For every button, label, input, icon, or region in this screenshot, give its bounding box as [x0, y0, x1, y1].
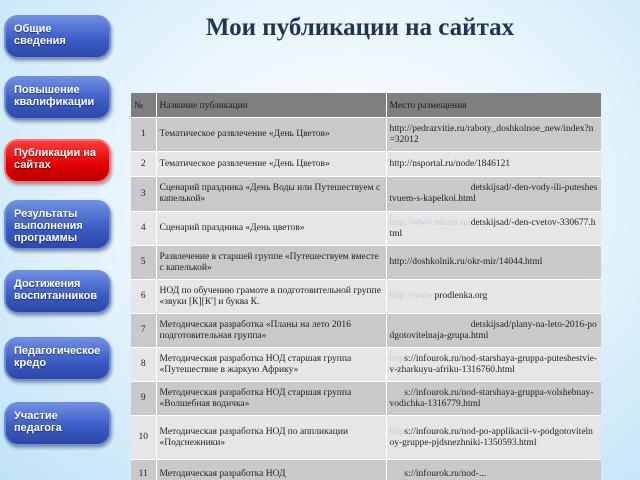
- url-link[interactable]: http://nsportal.ru/node/1846121: [389, 158, 511, 169]
- table-row: [131, 280, 601, 314]
- table-row: [131, 314, 601, 348]
- publication-name: Тематическое развлечение «День Цветов»: [156, 152, 386, 177]
- publication-name: Сценарий праздника «День цветов»: [156, 212, 386, 246]
- url-link[interactable]: s://infourok.ru/nod-starshaya-gruppa-puteshestvie-v-zharkuyu-afriku-1316760.html: [389, 353, 598, 375]
- publication-name: Тематическое развлечение «День Цветов»: [156, 118, 386, 152]
- url-link[interactable]: http://pedrazvitie.ru/raboty_doshkolnoe_new/index?n=32012: [389, 123, 594, 145]
- nav-label: Участие педагога: [14, 410, 62, 434]
- nav-label: Публикации на сайтах: [14, 147, 97, 171]
- publication-name: Методическая разработка НОД старшая группа «Волшебная водичка»: [156, 382, 386, 416]
- nav-achievements-button[interactable]: [4, 270, 111, 314]
- publication-location: [386, 280, 601, 314]
- publication-location: [386, 152, 601, 177]
- url-prefix-link[interactable]: http://www.: [389, 291, 435, 301]
- nav-credo-button[interactable]: [4, 337, 111, 381]
- url-prefix-link[interactable]: http://www.maam.ru/: [389, 183, 471, 193]
- publication-location: [386, 348, 601, 382]
- publication-location: [386, 314, 601, 348]
- publication-location: [386, 460, 601, 480]
- publication-location: [386, 416, 601, 460]
- publication-name: Сценарий праздника «День Воды или Путешествуем с капелькой»: [156, 177, 386, 212]
- publications-table-container: [131, 93, 601, 480]
- table-row: [131, 416, 601, 460]
- publication-name: Методическая разработка НОД по аппликации «Подснежники»: [156, 416, 386, 460]
- publication-name: Методическая разработка «Планы на лето 2016 подготовительная группа»: [156, 314, 386, 348]
- nav-publications-button[interactable]: [4, 139, 111, 183]
- nav-participation-button[interactable]: [4, 402, 111, 446]
- publication-name: НОД по обучению грамоте в подготовительной группе «звуки [К][К'] и буква К.: [156, 280, 386, 314]
- url-link[interactable]: detskijsad/-den-cvetov-330677.html: [389, 217, 596, 239]
- row-number: 2: [131, 152, 156, 177]
- nav-program-results-button[interactable]: [4, 200, 111, 250]
- url-prefix-link[interactable]: http: [389, 426, 405, 437]
- table-row: [131, 348, 601, 382]
- publication-location: [386, 177, 601, 212]
- nav-label: Результаты выполнения программы: [14, 208, 83, 244]
- row-number: 7: [131, 314, 156, 348]
- nav-label: Общие сведения: [14, 23, 66, 47]
- url-prefix-link[interactable]: http://www.maam.ru/: [389, 217, 471, 228]
- url-prefix-link[interactable]: http://www.maam.ru/: [389, 319, 471, 330]
- url-link[interactable]: s://infourok.ru/nod-...: [404, 469, 487, 480]
- url-link[interactable]: http://doshkolnik.ru/okr-mir/14044.html: [389, 257, 543, 267]
- table-row: [131, 118, 601, 152]
- publication-location: [386, 246, 601, 280]
- nav-general-info-button[interactable]: [4, 15, 111, 59]
- nav-label: Педагогическое кредо: [14, 345, 101, 369]
- url-link[interactable]: detskijsad/plany-na-leto-2016-podgotovitelnaja-grupa.html: [389, 319, 597, 341]
- url-prefix-link[interactable]: http: [389, 353, 405, 364]
- publication-name: Методическая разработка НОД: [156, 460, 386, 480]
- row-number: 8: [131, 348, 156, 382]
- side-navigation: [0, 0, 115, 480]
- url-prefix-link[interactable]: http: [389, 387, 405, 398]
- header-location: Место размещения: [386, 93, 601, 118]
- row-number: 11: [131, 460, 156, 480]
- publication-location: [386, 118, 601, 152]
- url-prefix-link[interactable]: http: [389, 469, 405, 480]
- table-row: [131, 382, 601, 416]
- nav-label: Повышение квалификации: [14, 84, 95, 108]
- publication-location: [386, 212, 601, 246]
- table-row: [131, 246, 601, 280]
- table-row: [131, 177, 601, 212]
- row-number: 3: [131, 177, 156, 212]
- table-row: [131, 460, 601, 480]
- header-number: №: [131, 93, 156, 118]
- row-number: 6: [131, 280, 156, 314]
- publication-name: Методическая разработка НОД старшая группа «Путешествие в жаркую Африку»: [156, 348, 386, 382]
- publication-name: Развлечение в старшей группе «Путешествуем вместе с капелькой»: [156, 246, 386, 280]
- row-number: 9: [131, 382, 156, 416]
- header-publication-name: Название публикации: [156, 93, 386, 118]
- url-link[interactable]: detskijsad/-den-vody-ili-puteshestvuem-s-kapelkoi.html: [389, 183, 598, 204]
- row-number: 4: [131, 212, 156, 246]
- row-number: 5: [131, 246, 156, 280]
- nav-label: Достижения воспитанников: [14, 278, 98, 302]
- publication-location: [386, 382, 601, 416]
- row-number: 1: [131, 118, 156, 152]
- table-header-row: [131, 93, 601, 118]
- url-link[interactable]: prodlenka.org: [434, 291, 488, 301]
- table-row: [131, 212, 601, 246]
- url-link[interactable]: s://infourok.ru/nod-po-applikacii-v-podgotovitelnoy-gruppe-pjdsnezhniki-1350593.html: [389, 426, 593, 448]
- page-title: Мои публикации на сайтах: [205, 14, 515, 41]
- row-number: 10: [131, 416, 156, 460]
- nav-qualification-button[interactable]: [4, 76, 111, 120]
- url-link[interactable]: s://infourok.ru/nod-starshaya-gruppa-volshebnay-vodichka-1316779.html: [389, 387, 594, 409]
- table-row: [131, 152, 601, 177]
- publications-table: [131, 93, 601, 480]
